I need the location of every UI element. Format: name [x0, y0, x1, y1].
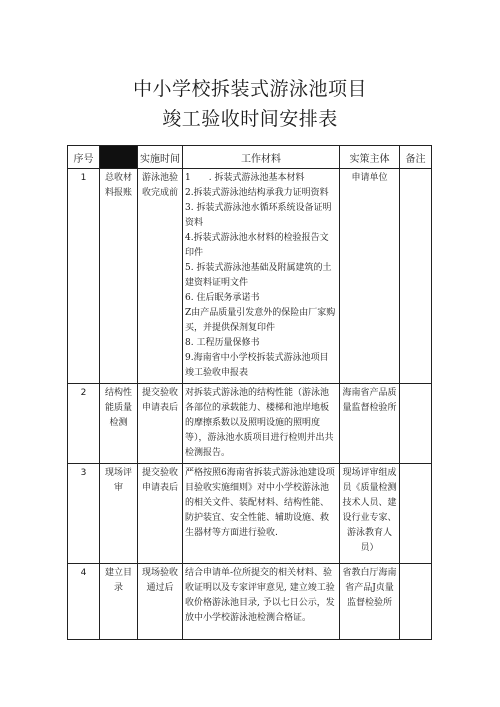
- material-line: 6. 住后眠务承诺书: [185, 293, 260, 303]
- header-no: 序号: [68, 146, 100, 169]
- row-subject: 现场评审组成员《质量检测技术人员、建设行业专家、游泳教育人员）: [340, 464, 400, 564]
- header-time: 实施时间: [138, 146, 183, 169]
- row-materials: 结合申请单-位所提交的相关材料、验收证明以及专家评审意见, 建立竣工验收价格游泳池目录, 予以七日公示，发放中小学校游泳池检测合格证。: [183, 564, 340, 640]
- table-row: [68, 464, 432, 564]
- header-remark: 备注: [400, 146, 432, 169]
- row-item: 结构性能质量检测: [100, 384, 138, 464]
- row-subject: 海南省产品质量监督检验所: [340, 384, 400, 464]
- row-remark: [400, 464, 432, 564]
- row-remark: [400, 564, 432, 640]
- table-header-row: [68, 146, 432, 169]
- material-line: 4.拆装式游泳池水材料的检验报告文印件: [185, 233, 329, 258]
- row-item: 总收材料报账: [100, 169, 138, 384]
- material-line: 2.拆装式游泳池结构承我力证明资料: [185, 188, 329, 198]
- header-materials: 工作材料: [183, 146, 340, 169]
- row-remark: [400, 169, 432, 384]
- row-subject: 申请单位: [340, 169, 400, 384]
- material-line: 5. 拆装式游泳池基础及附属建筑的土建资料证明文件: [185, 263, 332, 288]
- material-line: Z由产品质量引发意外的保险由厂家购买，并提供保剂复印件: [185, 308, 336, 333]
- row-time: 游泳池验收完成前: [138, 169, 183, 384]
- material-line: 1 . 拆装式游泳池基本材料: [185, 173, 305, 183]
- row-time: 提交验收申请表后: [138, 384, 183, 464]
- row-materials: 严格按照6海南省拆装式游泳池建设项目验收实施细则》对中小学校游泳池的相关文件、装配材料、结构性能、防护装宜、安全性能、辅助设施、救生器材等方面进行验收.: [183, 464, 340, 564]
- schedule-table: [67, 145, 432, 640]
- row-number: 2: [68, 384, 100, 464]
- table-row: [68, 169, 432, 384]
- document-title-line2: 竣工验收时间安排表: [162, 108, 338, 130]
- table-row: [68, 384, 432, 464]
- table-row: [68, 564, 432, 640]
- row-item: 建立目录: [100, 564, 138, 640]
- material-line: 8. 工程历量保修书: [185, 338, 260, 348]
- row-materials: 对拆装式游泳池的结构性能（游泳池各部位的承载能力、楼梯和池岸地板的摩擦系数以及照明设施的照明度等），游泳池水质项目进行检则并出共检测报告。: [183, 384, 340, 464]
- row-time: 提交验收申请表后: [138, 464, 183, 564]
- row-materials: [183, 169, 340, 384]
- row-time: 现场验收通过后: [138, 564, 183, 640]
- row-number: 1: [68, 169, 100, 384]
- document-title-line1: 中小学校拆装式游泳池项目: [132, 78, 367, 100]
- material-line: 9.海南省中小学校拆装式游泳池项目竣工验收申报表: [185, 353, 329, 378]
- row-number: 3: [68, 464, 100, 564]
- material-line: 3. 拆装式游泳池水循环系统设备证明资料: [185, 203, 332, 228]
- row-item: 现场评审: [100, 464, 138, 564]
- row-number: 4: [68, 564, 100, 640]
- header-subject: 实策主体: [340, 146, 400, 169]
- row-remark: [400, 384, 432, 464]
- header-item-redacted: [100, 146, 138, 169]
- row-subject: 省教白厅海南省产品J贞量监督检验所: [340, 564, 400, 640]
